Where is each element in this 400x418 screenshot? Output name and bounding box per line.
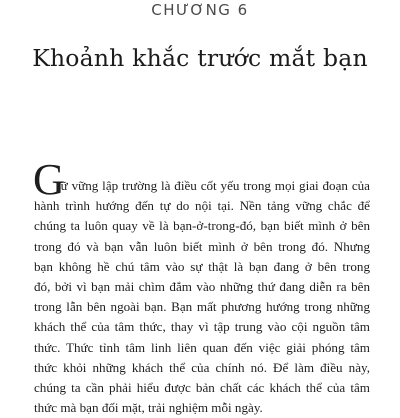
paragraph-line: trong lẫn bên ngoài bạn. Bạn mất phương hướng trong những xyxy=(34,299,370,315)
paragraph-line: khách thể của tâm thức, thay vì tập trung vào cội nguồn tâm xyxy=(34,319,370,335)
paragraph-line: thức khỏi những khách thể của chính nó. Để làm điều này, xyxy=(34,359,370,375)
chapter-label: CHƯƠNG 6 xyxy=(151,1,249,19)
paragraph-line: thức mà bạn đối mặt, trải nghiệm mỗi ngày. xyxy=(34,400,263,416)
paragraph-line: thức. Thức tỉnh tâm linh liên quan đến việc giải phóng tâm xyxy=(34,339,370,355)
paragraph-line: chúng ta luôn quay về là bạn-ở-trong-đó, bạn biết mình ở bên xyxy=(34,218,370,234)
body-paragraph xyxy=(34,176,370,418)
paragraph-line: iữ vững lập trường là điều cốt yếu trong mọi giai đoạn của xyxy=(57,178,370,193)
paragraph-line: chúng ta cần phải hiểu được bản chất các khách thể của tâm xyxy=(34,380,370,396)
paragraph-line: hành trình hướng đến tự do nội tại. Nền tảng vững chắc để xyxy=(34,198,370,214)
drop-cap: G xyxy=(33,155,65,204)
paragraph-line: trong đó và bạn vẫn luôn biết mình ở bên trong đó. Nhưng xyxy=(34,238,370,254)
paragraph-line: bạn không hề chú tâm vào sự thật là bạn đang ở bên trong xyxy=(34,258,370,274)
chapter-title: Khoảnh khắc trước mắt bạn xyxy=(32,44,368,72)
paragraph-line: đó, bởi vì bạn mải chìm đắm vào những thứ đang diễn ra bên xyxy=(34,279,370,295)
